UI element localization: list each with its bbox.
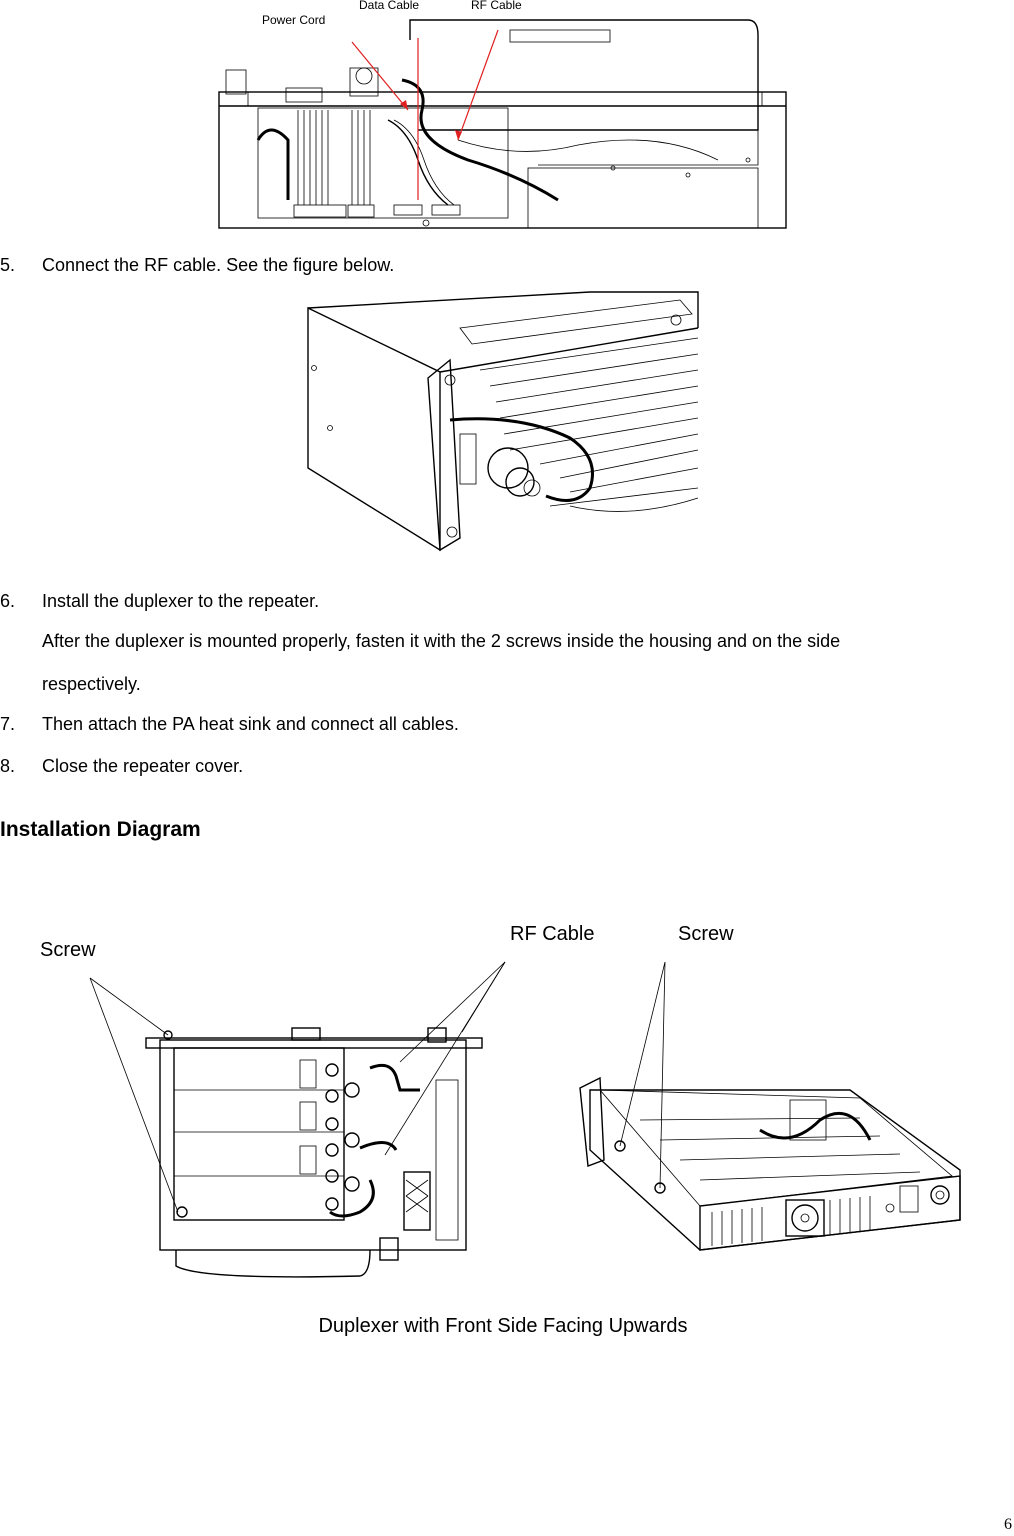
step-item-8 <box>0 755 243 777</box>
label-screw-right: Screw <box>678 923 734 945</box>
section-heading: Installation Diagram <box>0 818 201 841</box>
figure-repeater-interior <box>218 0 788 230</box>
step-item-5 <box>0 254 394 276</box>
label-data-cable: Data Cable <box>359 0 420 12</box>
label-power-cord: Power Cord <box>262 13 326 27</box>
label-rf-cable: RF Cable <box>510 923 595 945</box>
step-number: 8. <box>0 756 16 776</box>
label-screw-left: Screw <box>40 939 96 961</box>
figure-caption: Duplexer with Front Side Facing Upwards <box>318 1315 688 1337</box>
rf-cable-drawing <box>300 288 700 554</box>
figure-rf-cable-connection <box>300 288 700 554</box>
installation-diagram-drawing <box>0 950 1014 1290</box>
step-item-6 <box>0 590 319 612</box>
step-number: 6. <box>0 591 16 611</box>
repeater-interior-drawing <box>218 0 788 230</box>
step-text: Then attach the PA heat sink and connect all cables. <box>42 714 459 734</box>
step-number: 5. <box>0 255 16 275</box>
step-text: Install the duplexer to the repeater. <box>42 591 320 611</box>
step-item-7 <box>0 713 459 735</box>
label-rf-cable-top: RF Cable <box>471 0 522 12</box>
step-6-detail-line-2: respectively. <box>42 674 141 694</box>
step-number: 7. <box>0 714 16 734</box>
step-text: Close the repeater cover. <box>42 756 244 776</box>
figure-installation-diagram <box>0 950 1014 1290</box>
page-number: 6 <box>1004 1516 1012 1533</box>
step-6-detail-line-1: After the duplexer is mounted properly, fasten it with the 2 screws inside the housing and on the side <box>42 631 841 651</box>
step-text: Connect the RF cable. See the figure below. <box>42 255 395 275</box>
